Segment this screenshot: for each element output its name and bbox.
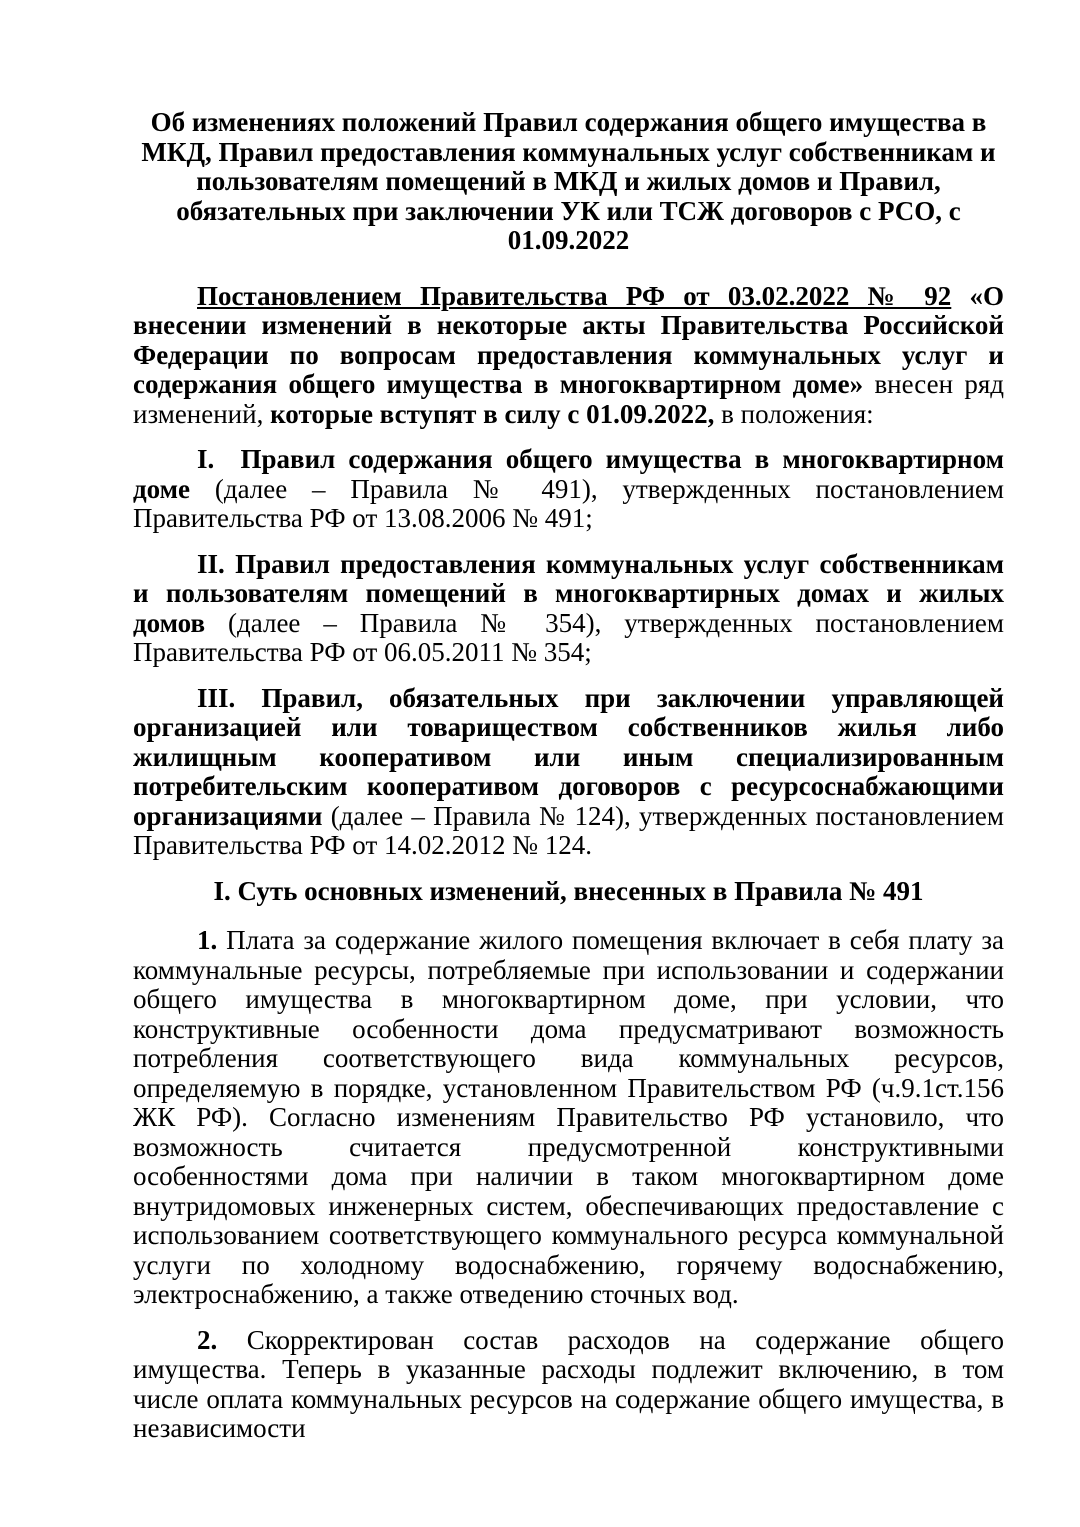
rules-item-3-details: (далее – Правила № 124), утвержденных постановлением Правительства РФ от 14.02.2012 № 124. <box>133 800 1005 860</box>
decree-reference: Постановлением Правительства РФ от 03.02.2022 № 92 <box>197 280 952 311</box>
numbered-paragraph-1 <box>133 926 1004 1310</box>
numbered-paragraph-2 <box>133 1326 1004 1444</box>
rules-item-1-title: I. Правил содержания общего имущества в многоквартирном доме <box>133 444 1004 504</box>
paragraph-2-number: 2. <box>197 1324 218 1355</box>
paragraph-2-text: Скорректирован состав расходов на содержание общего имущества. Теперь в указанные расходы подлежит включению, в том числе оплата коммунальных ресурсов на содержание общего имущества, в независимости <box>133 1324 1004 1443</box>
rules-item-2-details: (далее – Правила № 354), утвержденных постановлением Правительства РФ от 06.05.2011 № 354; <box>133 607 1004 667</box>
rules-item-1 <box>133 445 1004 534</box>
paragraph-1-number: 1. <box>197 925 218 955</box>
rules-item-2-title: II. Правил предоставления коммунальных услуг собственникам и пользователям помещений в многоквартирных домах и жилых домов <box>133 548 1004 638</box>
document-title: Об изменениях положений Правил содержания общего имущества в МКД, Правил предоставления коммунальных услуг собственникам и пользователям помещений в МКД и жилых домов и Правил, обязательных при заключении УК или ТСЖ договоров с РСО, с 01.09.2022 <box>141 107 996 255</box>
rules-item-3-title: III. Правил, обязательных при заключении управляющей организацией или товариществом собственников жилья либо жилищным кооперативом или иным специализированным потребительским кооперативом договоров с ресурсоснабжающими организациями <box>133 682 1004 831</box>
decree-title: «О внесении изменений в некоторые акты Правительства Российской Федерации по вопросам предоставления коммунальных услуг и содержания общего имущества в многоквартирном доме» <box>133 280 1004 399</box>
intro-text-end: в положения: <box>721 398 874 429</box>
intro-paragraph <box>133 282 1004 430</box>
rules-item-2 <box>133 550 1004 668</box>
paragraph-1-text: Плата за содержание жилого помещения включает в себя плату за коммунальные ресурсы, потребляемые при использовании и содержании общего имущества в многоквартирном доме, при условии, что конструктивные особенности дома предусматривают возможность потребления соответствующего вида коммунальных ресурсов, определяемую в порядке, установленном Правительством РФ (ч.9.1ст.156 ЖК РФ). Согласно изменениям Правительство РФ установило, что возможность считается предусмотренной конструктивными особенностями дома при наличии в таком многоквартирном доме внутридомовых инженерных систем, обеспечивающих предоставление с использованием соответствующего коммунального ресурса коммунальной услуги по холодному водоснабжению, горячему водоснабжению, электроснабжению, а также отведению сточных вод. <box>133 925 1005 1309</box>
effective-date-clause: которые вступят в силу с 01.09.2022, <box>270 398 715 429</box>
intro-text-after: внесен ряд изменений, <box>133 369 1004 429</box>
rules-item-3 <box>133 684 1004 861</box>
section-heading: I. Суть основных изменений, внесенных в Правила № 491 <box>213 875 924 906</box>
document-body <box>133 108 1004 1444</box>
rules-item-1-details: (далее – Правила № 491), утвержденных постановлением Правительства РФ от 13.08.2006 № 491; <box>133 473 1005 533</box>
